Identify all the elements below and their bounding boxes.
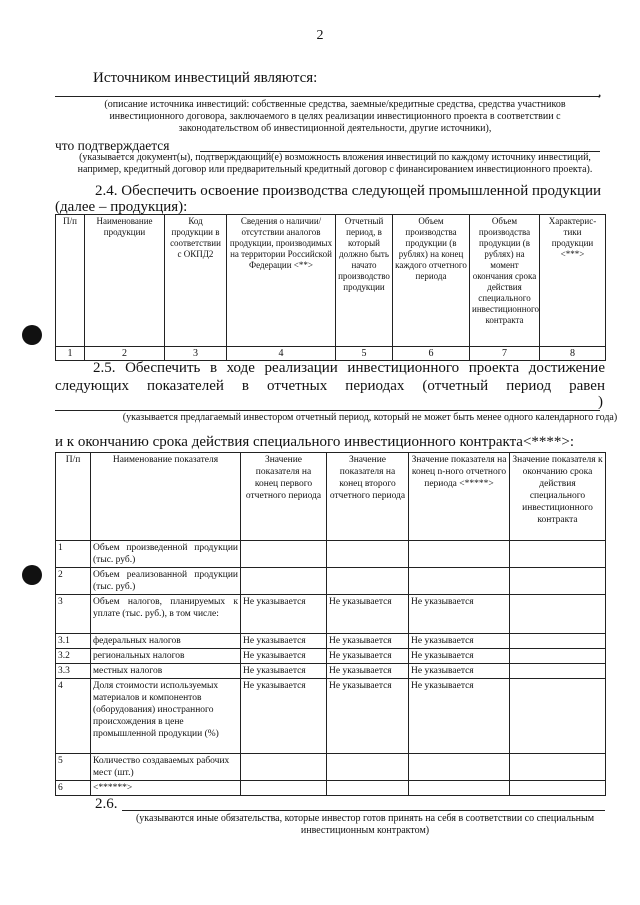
column-number: 4: [227, 347, 336, 361]
column-number: 2: [85, 347, 165, 361]
obligations-note: (указываются иные обязательства, которые инвестор готов принять на себя в соответствии со специальным инвестиционным контрактом): [135, 813, 595, 836]
value-contract-end: [510, 679, 606, 754]
indicator-row: [56, 679, 606, 754]
indicator-name: Доля стоимости используемых материалов и компонентов (оборудования) иностранного происхождения в цене промышленной продукции (%): [91, 679, 241, 754]
value-contract-end: [510, 781, 606, 796]
products-header-cell: Объем производства продукции (в рублях) на момент окончания срока действия специального инвестиционного контракта: [470, 215, 540, 347]
indicator-name: федеральных налогов: [91, 634, 241, 649]
row-number: 3.3: [56, 664, 91, 679]
products-header-cell: Отчетный период, в который должно быть начато производство продукции: [336, 215, 393, 347]
value-contract-end: [510, 754, 606, 781]
indicator-name: Объем реализованной продукции (тыс. руб.): [91, 568, 241, 595]
value-period-2: Не указывается: [327, 595, 409, 634]
row-number: 5: [56, 754, 91, 781]
products-header-cell: Код продукции в соответствии с ОКПД2: [165, 215, 227, 347]
value-period-2: [327, 541, 409, 568]
indicators-header-cell: Наименование показателя: [91, 453, 241, 541]
period-note: (указывается предлагаемый инвестором отчетный период, который не может быть менее одного календарного года): [122, 412, 618, 423]
indicator-row: [56, 568, 606, 595]
indicator-row: [56, 754, 606, 781]
section-2-4-subtitle: (далее – продукция):: [55, 199, 188, 215]
value-period-1: Не указывается: [241, 664, 327, 679]
indicator-row: [56, 664, 606, 679]
indicator-row: [56, 781, 606, 796]
value-period-1: [241, 754, 327, 781]
value-period-1: [241, 568, 327, 595]
value-period-1: Не указывается: [241, 634, 327, 649]
row-number: 2: [56, 568, 91, 595]
products-header-row: [56, 215, 606, 347]
value-period-1: Не указывается: [241, 649, 327, 664]
column-number: 1: [56, 347, 85, 361]
section-2-5-line2: следующих показателей в отчетных периодах (отчетный период равен: [55, 378, 605, 394]
value-period-n: [409, 754, 510, 781]
value-contract-end: [510, 541, 606, 568]
obligations-fill-line: [122, 810, 605, 811]
section-2-5-line3: и к окончанию срока действия специального инвестиционного контракта<****>:: [55, 434, 575, 450]
column-number: 7: [470, 347, 540, 361]
sources-fill-line: [55, 96, 600, 97]
row-number: 1: [56, 541, 91, 568]
indicators-header-cell: Значение показателя к окончанию срока действия специального инвестиционного контракта: [510, 453, 606, 541]
value-contract-end: [510, 649, 606, 664]
sources-title: Источником инвестиций являются:: [93, 70, 318, 86]
products-header-cell: П/п: [56, 215, 85, 347]
indicator-row: [56, 541, 606, 568]
period-fill-line: [55, 410, 600, 411]
indicator-name: Объем произведенной продукции (тыс. руб.): [91, 541, 241, 568]
value-period-n: [409, 541, 510, 568]
confirm-note: (указывается документ(ы), подтверждающий(е) возможность вложения инвестиций по каждому источнику инвестиций, например, кредитный договор или предварительный кредитный договор с финансированием инвестиционного проекта).: [77, 152, 593, 175]
products-header-cell: Наименование продукции: [85, 215, 165, 347]
value-period-2: Не указывается: [327, 649, 409, 664]
value-period-2: [327, 568, 409, 595]
indicator-row: [56, 595, 606, 634]
section-2-5-line1: 2.5. Обеспечить в ходе реализации инвестиционного проекта достижение: [93, 360, 605, 376]
row-number: 6: [56, 781, 91, 796]
sources-note: (описание источника инвестиций: собственные средства, заемные/кредитные средства, средства участников инвестиционного договора, заключаемого в целях реализации инвестиционного проекта в соответствии с законодательством об инвестиционной деятельности, другие источники),: [104, 99, 566, 134]
column-number: 5: [336, 347, 393, 361]
value-period-n: [409, 568, 510, 595]
products-number-row: [56, 347, 606, 361]
column-number: 6: [393, 347, 470, 361]
indicator-name: Количество создаваемых рабочих мест (шт.): [91, 754, 241, 781]
row-number: 3: [56, 595, 91, 634]
value-period-2: Не указывается: [327, 664, 409, 679]
indicators-header-row: [56, 453, 606, 541]
value-period-2: [327, 754, 409, 781]
sources-trail: ,: [598, 84, 602, 99]
value-period-n: Не указывается: [409, 679, 510, 754]
value-period-n: [409, 781, 510, 796]
row-number: 4: [56, 679, 91, 754]
value-contract-end: [510, 568, 606, 595]
indicator-name: Объем налогов, планируемых к уплате (тыс. руб.), в том числе:: [91, 595, 241, 634]
indicators-header-cell: Значение показателя на конец первого отчетного периода: [241, 453, 327, 541]
value-contract-end: [510, 595, 606, 634]
indicator-row: [56, 649, 606, 664]
products-header-cell: Характерис-тики продукции <***>: [540, 215, 606, 347]
value-period-n: Не указывается: [409, 595, 510, 634]
indicator-row: [56, 634, 606, 649]
value-period-1: Не указывается: [241, 595, 327, 634]
products-header-cell: Сведения о наличии/отсутствии аналогов продукции, производимых на территории Российской Федерации <**>: [227, 215, 336, 347]
period-trail: ): [598, 394, 603, 410]
value-period-2: [327, 781, 409, 796]
indicators-header-cell: Значение показателя на конец n-ного отчетного периода <*****>: [409, 453, 510, 541]
value-period-1: Не указывается: [241, 679, 327, 754]
column-number: 8: [540, 347, 606, 361]
section-2-4-title: 2.4. Обеспечить освоение производства следующей промышленной продукции: [95, 183, 602, 199]
value-period-2: Не указывается: [327, 679, 409, 754]
section-2-6-label: 2.6.: [95, 796, 118, 812]
indicators-header-cell: Значение показателя на конец второго отчетного периода: [327, 453, 409, 541]
indicator-name: местных налогов: [91, 664, 241, 679]
value-contract-end: [510, 634, 606, 649]
column-number: 3: [165, 347, 227, 361]
binder-hole-mark: [22, 565, 42, 585]
indicators-table: [55, 452, 606, 796]
value-period-n: Не указывается: [409, 634, 510, 649]
value-period-n: Не указывается: [409, 649, 510, 664]
indicator-name: <******>: [91, 781, 241, 796]
indicator-name: региональных налогов: [91, 649, 241, 664]
value-contract-end: [510, 664, 606, 679]
value-period-n: Не указывается: [409, 664, 510, 679]
confirm-label: что подтверждается: [55, 138, 170, 153]
binder-hole-mark: [22, 325, 42, 345]
products-table: [55, 214, 606, 361]
value-period-2: Не указывается: [327, 634, 409, 649]
products-header-cell: Объем производства продукции (в рублях) на конец каждого отчетного периода: [393, 215, 470, 347]
value-period-1: [241, 781, 327, 796]
row-number: 3.1: [56, 634, 91, 649]
indicators-header-cell: П/п: [56, 453, 91, 541]
page-number: 2: [316, 28, 324, 43]
row-number: 3.2: [56, 649, 91, 664]
value-period-1: [241, 541, 327, 568]
